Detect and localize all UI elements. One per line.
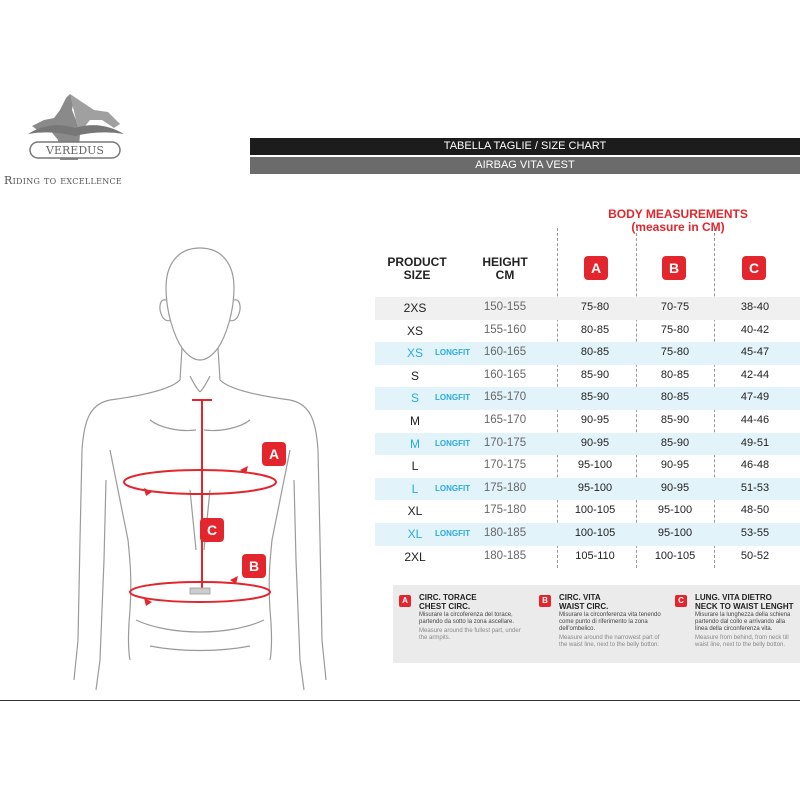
legend-item-c [675, 593, 799, 649]
size-cell: XL [407, 504, 423, 519]
product-name-banner: AIRBAG VITA VEST [250, 157, 800, 174]
size-table [375, 297, 800, 568]
measure-a-cell: 90-95 [580, 413, 610, 426]
height-cell: 155-160 [483, 323, 527, 336]
svg-text:VEREDUS: VEREDUS [46, 144, 104, 157]
legend-title-en: CHEST CIRC. [419, 602, 471, 611]
table-row [375, 500, 800, 523]
measure-b-cell: 70-75 [660, 301, 690, 313]
measure-c-cell: 53-55 [740, 526, 770, 539]
fit-cell: LONGFIT [435, 483, 471, 493]
height-cell: 150-155 [483, 301, 527, 313]
legend-badge-b: B [539, 595, 551, 607]
size-cell: XS [406, 346, 423, 361]
measure-c-cell: 47-49 [740, 391, 770, 404]
size-cell: L [411, 459, 419, 474]
measure-c-cell: 46-48 [740, 459, 770, 472]
figure-badge-b [242, 554, 266, 578]
size-cell: S [410, 368, 419, 383]
column-badge-a: A [584, 256, 608, 280]
svg-text:A: A [268, 446, 280, 462]
measure-b-cell: 85-90 [660, 436, 690, 449]
brand-tagline: Riding to excellence [4, 174, 123, 187]
measure-a-cell: 85-90 [580, 391, 610, 404]
measure-a-cell: 95-100 [577, 481, 613, 494]
size-cell: S [410, 391, 419, 406]
fit-cell: LONGFIT [435, 393, 471, 403]
size-cell: L [411, 481, 419, 496]
fit-cell: LONGFIT [435, 528, 471, 538]
height-cell: 160-165 [483, 368, 527, 381]
table-row [375, 365, 800, 388]
table-row [375, 297, 800, 320]
figure-badge-a [262, 442, 286, 466]
body-measurements-heading [558, 208, 798, 234]
table-row [375, 342, 800, 365]
table-row [375, 523, 800, 546]
body-measurements-title: BODY MEASUREMENTS [608, 207, 748, 221]
measure-b-cell: 75-80 [660, 323, 690, 336]
svg-text:C: C [206, 522, 218, 538]
horse-logo-icon [20, 90, 130, 170]
measure-b-cell: 85-90 [660, 413, 690, 426]
table-row [375, 478, 800, 501]
product-size-header-line2: SIZE [403, 268, 431, 282]
fit-cell: LONGFIT [435, 438, 471, 448]
height-header-line1: HEIGHT [482, 255, 528, 269]
size-cell: 2XL [404, 549, 426, 564]
height-cell: 180-185 [483, 526, 527, 539]
legend-desc-it: Misurare la circoferenza del torace, partendo da sotto la zona ascellare. [419, 612, 515, 625]
legend-badge-c: C [675, 595, 687, 607]
height-cell: 160-165 [483, 346, 527, 359]
table-row [375, 410, 800, 433]
measurement-legend [393, 585, 800, 663]
legend-desc-it: Misurare la circonferenza vita tenendo come punto di riferimento la zona dell'ombelico. [559, 612, 661, 632]
measure-b-cell: 80-85 [660, 391, 690, 404]
table-row [375, 320, 800, 343]
table-row [375, 433, 800, 456]
size-cell: M [410, 413, 420, 428]
legend-desc-en: Measure around the narrowest part of the waist line, next to the belly botton. [559, 635, 660, 648]
height-cell: 165-170 [483, 413, 527, 426]
measure-a-cell: 100-105 [574, 526, 616, 539]
brand-logo [2, 90, 152, 190]
svg-text:B: B [248, 558, 260, 574]
height-cell: 175-180 [483, 481, 527, 494]
height-cell: 170-175 [483, 459, 527, 472]
fit-cell: LONGFIT [435, 348, 471, 358]
legend-desc-en: Measure from behind, from neck till waist line, next to the belly botton. [695, 635, 789, 648]
legend-desc-it: Misurare la lunghezza della schiena partendo dal collo e arrivando alla linea della circonferenza vita. [695, 612, 791, 632]
body-measurement-figure [70, 240, 340, 700]
measure-b-cell: 80-85 [660, 368, 690, 381]
measure-c-cell: 45-47 [740, 346, 770, 359]
table-row [375, 387, 800, 410]
measure-b-cell: 95-100 [657, 526, 693, 539]
column-badge-b: B [662, 256, 686, 280]
height-cell: 170-175 [483, 436, 527, 449]
measure-a-cell: 105-110 [575, 549, 615, 562]
height-header [470, 256, 540, 282]
height-header-line2: CM [495, 268, 515, 282]
measure-a-cell: 75-80 [580, 301, 610, 313]
measure-b-cell: 75-80 [660, 346, 690, 359]
table-row [375, 455, 800, 478]
height-cell: 180-185 [483, 549, 527, 562]
size-cell: 2XS [403, 301, 427, 315]
measure-b-cell: 90-95 [660, 481, 690, 494]
measure-b-cell: 100-105 [654, 549, 696, 562]
legend-desc-en: Measure around the fullest part, under the armpits. [419, 628, 521, 641]
measure-c-cell: 40-42 [740, 323, 770, 336]
legend-item-a [399, 593, 529, 642]
measure-b-cell: 95-100 [657, 504, 693, 517]
size-cell: XS [406, 323, 423, 338]
measure-c-cell: 50-52 [740, 549, 770, 562]
measure-c-cell: 48-50 [740, 504, 770, 517]
legend-title-it: CIRC. VITA [559, 593, 601, 602]
height-cell: 165-170 [483, 391, 527, 404]
table-row [375, 546, 800, 569]
bottom-rule [0, 700, 800, 701]
product-size-header-line1: PRODUCT [387, 255, 447, 269]
measure-a-cell: 95-100 [577, 459, 613, 472]
legend-title-it: LUNG. VITA DIETRO [695, 593, 772, 602]
legend-title-it: CIRC. TORACE [419, 593, 477, 602]
measure-a-cell: 80-85 [580, 323, 610, 336]
measure-b-cell: 90-95 [660, 459, 690, 472]
chart-title-banner: TABELLA TAGLIE / SIZE CHART [250, 138, 800, 155]
measure-c-cell: 42-44 [740, 368, 770, 381]
figure-badge-c [200, 518, 224, 542]
legend-badge-a: A [399, 595, 411, 607]
product-size-header [378, 256, 456, 282]
legend-item-b [539, 593, 669, 649]
measure-c-cell: 44-46 [740, 413, 770, 426]
height-cell: 175-180 [483, 504, 527, 517]
column-badge-c: C [742, 256, 766, 280]
measure-c-cell: 51-53 [740, 481, 770, 494]
measure-a-cell: 80-85 [580, 346, 610, 359]
measure-c-cell: 49-51 [740, 436, 770, 449]
size-cell: M [410, 436, 420, 451]
body-measurements-unit: (measure in CM) [631, 220, 725, 234]
size-cell: XL [407, 526, 423, 541]
measure-a-cell: 100-105 [574, 504, 616, 517]
measure-a-cell: 85-90 [580, 368, 610, 381]
legend-title-en: WAIST CIRC. [559, 602, 609, 611]
legend-title-en: NECK TO WAIST LENGHT [695, 602, 794, 611]
measure-c-cell: 38-40 [740, 301, 770, 313]
measure-a-cell: 90-95 [580, 436, 610, 449]
